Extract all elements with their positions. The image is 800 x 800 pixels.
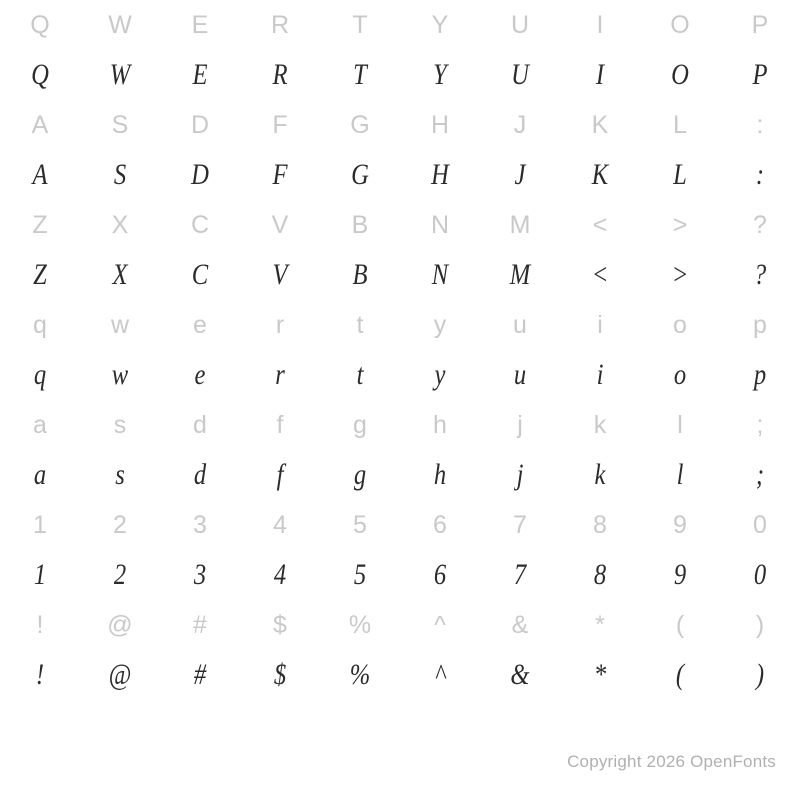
glyph-cell: o bbox=[673, 358, 687, 391]
glyph-cell: k bbox=[593, 410, 607, 439]
glyph-cell: ! bbox=[36, 610, 44, 639]
specimen-row bbox=[0, 150, 800, 200]
glyph-cell: 3 bbox=[193, 558, 207, 591]
glyph-cell: h bbox=[433, 410, 447, 439]
glyph-cell: : bbox=[756, 110, 764, 139]
specimen-row bbox=[0, 250, 800, 300]
glyph-cell: # bbox=[193, 610, 207, 639]
glyph-cell: F bbox=[272, 158, 288, 191]
glyph-cell: Y bbox=[431, 10, 449, 39]
reference-row bbox=[0, 300, 800, 350]
glyph-cell: 7 bbox=[513, 510, 527, 539]
glyph-cell: G bbox=[350, 110, 370, 139]
glyph-cell: > bbox=[671, 258, 689, 291]
glyph-cell: t bbox=[356, 358, 364, 391]
glyph-cell: K bbox=[591, 158, 609, 191]
glyph-cell: 2 bbox=[113, 510, 127, 539]
glyph-cell: 8 bbox=[593, 558, 607, 591]
glyph-cell: X bbox=[111, 210, 129, 239]
glyph-cell: ^ bbox=[434, 610, 446, 639]
glyph-cell: l bbox=[676, 458, 684, 491]
glyph-cell: V bbox=[272, 258, 288, 291]
glyph-cell: 0 bbox=[753, 558, 767, 591]
glyph-cell: $ bbox=[273, 610, 287, 639]
glyph-cell: 4 bbox=[273, 558, 287, 591]
glyph-cell: L bbox=[673, 110, 687, 139]
glyph-cell: > bbox=[672, 210, 688, 239]
glyph-cell: g bbox=[353, 458, 367, 491]
glyph-cell: s bbox=[115, 458, 125, 491]
glyph-cell: d bbox=[193, 410, 207, 439]
glyph-cell: S bbox=[111, 110, 129, 139]
glyph-cell: K bbox=[591, 110, 609, 139]
glyph-cell: ; bbox=[755, 458, 765, 491]
glyph-cell: Q bbox=[31, 58, 49, 91]
glyph-cell: @ bbox=[107, 610, 133, 639]
glyph-cell: C bbox=[191, 258, 209, 291]
glyph-cell: ! bbox=[35, 658, 45, 691]
reference-row bbox=[0, 500, 800, 550]
glyph-cell: < bbox=[592, 210, 608, 239]
glyph-cell: k bbox=[594, 458, 606, 491]
glyph-cell: U bbox=[511, 58, 529, 91]
glyph-cell: 9 bbox=[673, 510, 687, 539]
glyph-cell: s bbox=[113, 410, 127, 439]
specimen-row bbox=[0, 350, 800, 400]
glyph-cell: 5 bbox=[353, 510, 367, 539]
glyph-cell: D bbox=[190, 110, 210, 139]
glyph-cell: W bbox=[108, 10, 132, 39]
glyph-cell: 6 bbox=[433, 558, 447, 591]
glyph-cell: Z bbox=[33, 258, 47, 291]
glyph-cell: H bbox=[431, 158, 449, 191]
glyph-cell: Z bbox=[32, 210, 48, 239]
glyph-cell: & bbox=[511, 610, 529, 639]
reference-row bbox=[0, 200, 800, 250]
glyph-cell: O bbox=[671, 58, 689, 91]
glyph-cell: q bbox=[33, 358, 47, 391]
glyph-cell: i bbox=[597, 310, 603, 339]
glyph-cell: N bbox=[430, 210, 450, 239]
copyright-notice: Copyright 2026 OpenFonts bbox=[567, 752, 776, 771]
glyph-cell: ? bbox=[753, 258, 767, 291]
glyph-cell: p bbox=[753, 358, 767, 391]
glyph-cell: a bbox=[33, 458, 47, 491]
glyph-cell: T bbox=[352, 10, 368, 39]
glyph-cell: G bbox=[351, 158, 369, 191]
glyph-cell: & bbox=[510, 658, 530, 691]
glyph-cell: y bbox=[433, 310, 447, 339]
reference-row bbox=[0, 400, 800, 450]
glyph-cell: 9 bbox=[673, 558, 687, 591]
specimen-row bbox=[0, 650, 800, 700]
glyph-cell: % bbox=[349, 658, 371, 691]
glyph-cell: L bbox=[673, 158, 687, 191]
glyph-cell: h bbox=[433, 458, 447, 491]
glyph-cell: e bbox=[194, 358, 206, 391]
glyph-cell: p bbox=[753, 310, 767, 339]
glyph-cell: j bbox=[517, 410, 523, 439]
glyph-cell: 1 bbox=[33, 510, 47, 539]
glyph-cell: # bbox=[193, 658, 207, 691]
glyph-cell: Q bbox=[30, 10, 50, 39]
glyph-cell: J bbox=[513, 110, 527, 139]
glyph-cell: * bbox=[593, 658, 607, 691]
glyph-cell: 3 bbox=[193, 510, 207, 539]
glyph-cell: A bbox=[32, 158, 48, 191]
glyph-cell: w bbox=[111, 358, 129, 391]
glyph-cell: o bbox=[673, 310, 687, 339]
glyph-cell: f bbox=[276, 458, 284, 491]
glyph-cell: 1 bbox=[33, 558, 47, 591]
glyph-cell: f bbox=[276, 410, 284, 439]
glyph-cell: ) bbox=[755, 658, 765, 691]
glyph-cell: T bbox=[353, 58, 367, 91]
specimen-row bbox=[0, 450, 800, 500]
glyph-cell: l bbox=[677, 410, 683, 439]
glyph-cell: M bbox=[509, 258, 531, 291]
glyph-cell: H bbox=[430, 110, 450, 139]
glyph-cell: J bbox=[514, 158, 526, 191]
glyph-cell: a bbox=[33, 410, 47, 439]
glyph-cell: 4 bbox=[273, 510, 287, 539]
glyph-cell: g bbox=[353, 410, 367, 439]
reference-row bbox=[0, 100, 800, 150]
glyph-cell: R bbox=[270, 10, 290, 39]
glyph-cell: 7 bbox=[513, 558, 527, 591]
glyph-cell: E bbox=[192, 58, 208, 91]
glyph-cell: I bbox=[595, 58, 605, 91]
glyph-cell: e bbox=[193, 310, 207, 339]
glyph-cell: B bbox=[352, 258, 368, 291]
glyph-cell: O bbox=[670, 10, 690, 39]
glyph-cell: @ bbox=[108, 658, 132, 691]
reference-row bbox=[0, 0, 800, 50]
glyph-cell: 0 bbox=[753, 510, 767, 539]
glyph-cell: U bbox=[510, 10, 530, 39]
specimen-row bbox=[0, 550, 800, 600]
glyph-cell: * bbox=[595, 610, 605, 639]
glyph-cell: M bbox=[509, 210, 531, 239]
glyph-cell: X bbox=[112, 258, 128, 291]
glyph-cell: y bbox=[434, 358, 446, 391]
glyph-cell: ( bbox=[675, 658, 685, 691]
glyph-cell: C bbox=[190, 210, 210, 239]
glyph-cell: D bbox=[191, 158, 209, 191]
glyph-cell: F bbox=[272, 110, 288, 139]
glyph-cell: d bbox=[193, 458, 207, 491]
glyph-cell: S bbox=[113, 158, 127, 191]
glyph-cell: % bbox=[348, 610, 372, 639]
specimen-row bbox=[0, 50, 800, 100]
glyph-cell: ? bbox=[753, 210, 767, 239]
glyph-cell: 8 bbox=[593, 510, 607, 539]
glyph-cell: 5 bbox=[353, 558, 367, 591]
glyph-cell: V bbox=[271, 210, 289, 239]
glyph-cell: R bbox=[272, 58, 288, 91]
glyph-cell: i bbox=[596, 358, 604, 391]
glyph-cell: W bbox=[109, 58, 131, 91]
glyph-cell: q bbox=[33, 310, 47, 339]
glyph-cell: ( bbox=[675, 610, 685, 639]
glyph-cell: : bbox=[755, 158, 765, 191]
glyph-cell: u bbox=[513, 310, 527, 339]
glyph-cell: 6 bbox=[433, 510, 447, 539]
glyph-cell: A bbox=[31, 110, 49, 139]
reference-row bbox=[0, 600, 800, 650]
glyph-cell: r bbox=[275, 310, 285, 339]
glyph-cell: B bbox=[351, 210, 369, 239]
glyph-cell: I bbox=[596, 10, 604, 39]
glyph-cell: ; bbox=[756, 410, 764, 439]
glyph-cell: ) bbox=[755, 610, 765, 639]
glyph-cell: u bbox=[513, 358, 527, 391]
glyph-cell: P bbox=[751, 10, 769, 39]
glyph-cell: t bbox=[356, 310, 364, 339]
glyph-cell: N bbox=[431, 258, 449, 291]
glyph-cell: Y bbox=[433, 58, 447, 91]
glyph-cell: j bbox=[516, 458, 524, 491]
glyph-cell: 2 bbox=[113, 558, 127, 591]
glyph-cell: $ bbox=[273, 658, 287, 691]
glyph-cell: < bbox=[591, 258, 609, 291]
glyph-cell: r bbox=[275, 358, 285, 391]
glyph-cell: w bbox=[110, 310, 130, 339]
glyph-cell: ^ bbox=[434, 658, 446, 691]
glyph-cell: E bbox=[191, 10, 209, 39]
glyph-cell: P bbox=[752, 58, 768, 91]
